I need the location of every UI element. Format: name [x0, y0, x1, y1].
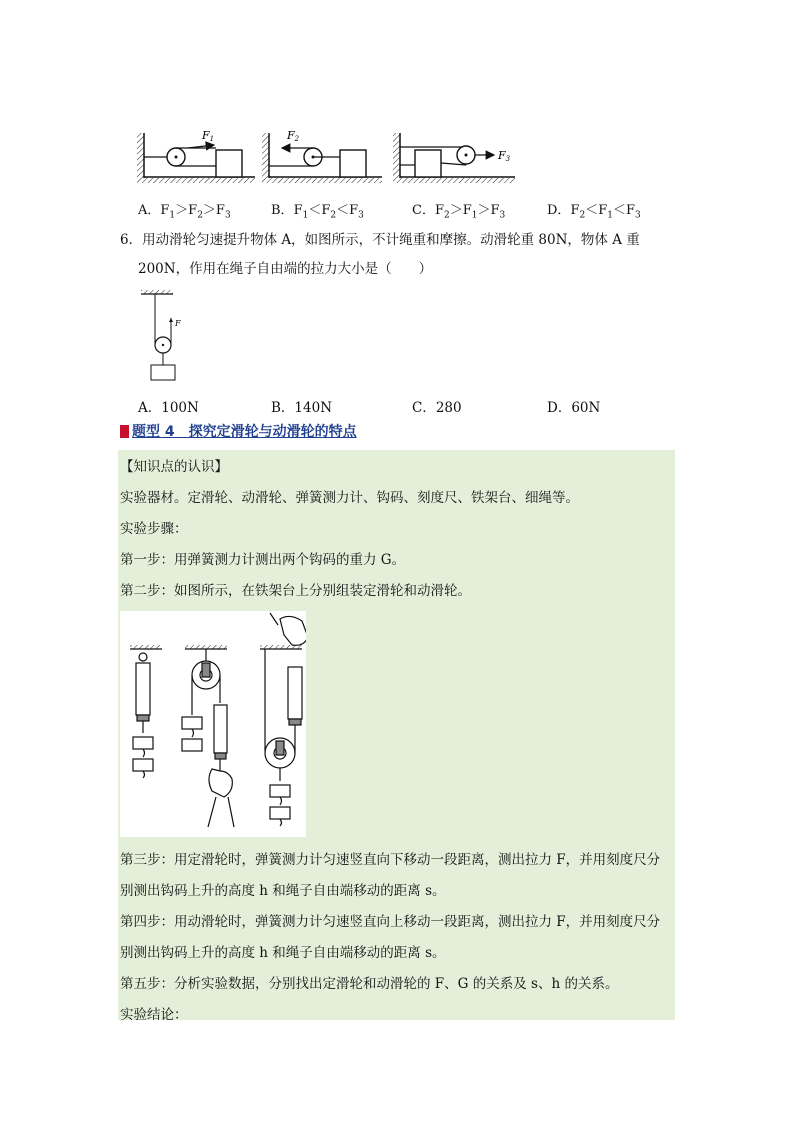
materials-line: 实验器材。定滑轮、动滑轮、弹簧测力计、钩码、刻度尺、铁架台、细绳等。: [120, 490, 579, 506]
section-marker: [120, 425, 129, 438]
step-3-line1: 第三步：用定滑轮时，弹簧测力计匀速竖直向下移动一段距离，测出拉力 F，并用刻度尺分: [120, 852, 661, 868]
steps-label: 实验步骤：: [120, 521, 188, 537]
q5-option-c: C．$F_2>F_1>F_3$: [412, 203, 506, 221]
knowledge-box: [118, 450, 675, 1023]
q5-figure: [132, 125, 522, 187]
q6-question-line2: 200N，作用在绳子自由端的拉力大小是（ ）: [138, 261, 433, 277]
f1-label: F1: [202, 129, 215, 143]
q6-option-d: D．60N: [547, 400, 601, 416]
experiment-figure: [120, 611, 306, 837]
step-5: 第五步：分析实验数据，分别找出定滑轮和动滑轮的 F、G 的关系及 s、h 的关系。: [120, 976, 619, 992]
q5-figure-2: [262, 129, 382, 183]
step-4-line1: 第四步：用动滑轮时，弹簧测力计匀速竖直向上移动一段距离，测出拉力 F，并用刻度尺分: [120, 914, 661, 930]
q5-figure-3: [393, 133, 515, 183]
f3-label: F3: [498, 149, 511, 163]
section-heading: [120, 421, 357, 441]
conclusion-label: 实验结论：: [120, 1007, 188, 1023]
q6-option-a: A．100N: [138, 400, 199, 416]
step-3-line2: 别测出钩码上升的高度 h 和绳子自由端移动的距离 s。: [120, 883, 446, 899]
step-1: 第一步：用弹簧测力计测出两个钩码的重力 G。: [120, 552, 406, 568]
f2-label: F2: [287, 129, 300, 143]
q6-option-c: C．280: [412, 400, 462, 416]
q5-option-d: D．$F_2<F_1<F_3$: [547, 203, 641, 221]
q5-option-b: B．$F_1<F_2<F_3$: [271, 203, 364, 221]
q6-question-line1: 6．用动滑轮匀速提升物体 A，如图所示，不计绳重和摩擦。动滑轮重 80N，物体 A 重: [120, 232, 640, 248]
step-2: 第二步：如图所示，在铁架台上分别组装定滑轮和动滑轮。: [120, 583, 471, 599]
q6-pulley-figure: [138, 288, 198, 383]
q5-option-a: A．$F_1>F_2>F_3$: [138, 203, 231, 221]
step-4-line2: 别测出钩码上升的高度 h 和绳子自由端移动的距离 s。: [120, 945, 446, 961]
q5-figure-1: [137, 129, 255, 183]
section-heading-text: 题型 4 探究定滑轮与动滑轮的特点: [132, 424, 357, 440]
q6-f-label: F: [175, 319, 181, 328]
knowledge-title: 【知识点的认识】: [120, 459, 228, 475]
q6-option-b: B．140N: [271, 400, 333, 416]
